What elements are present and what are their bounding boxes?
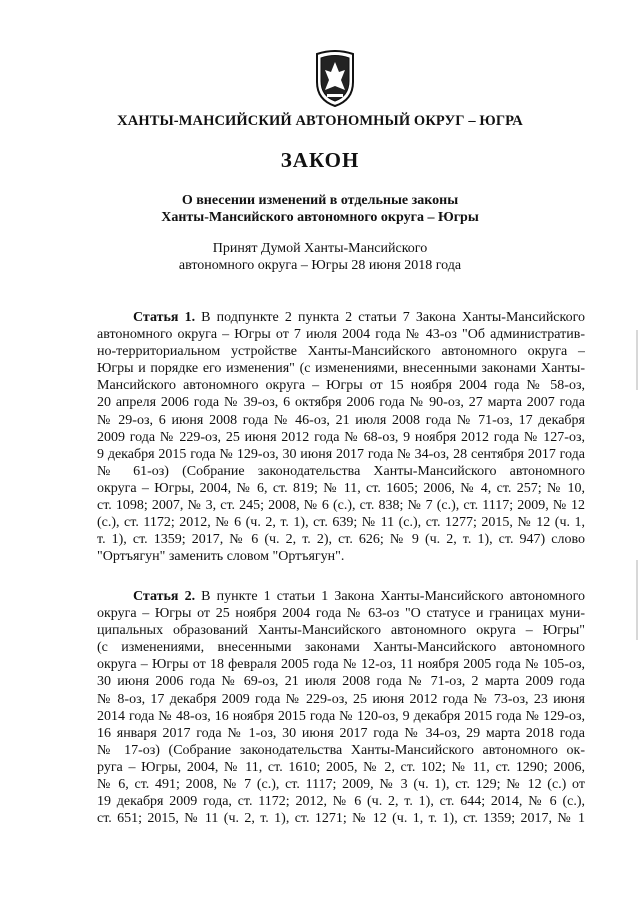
article-1 (97, 309, 585, 565)
article-label: Статья 2. (133, 589, 196, 604)
law-title-line: Ханты-Мансийского автономного округа – Югры (161, 210, 479, 225)
article-line: 16 января 2017 года № 1-оз, 30 июня 2017 года № 34-оз, 29 марта 2018 года (97, 725, 585, 741)
article-line: 2009 года № 229-оз, 25 июня 2012 года № 68-оз, 9 ноября 2012 года № 127-оз, (97, 429, 585, 445)
article-line: № 61-оз) (Собрание законодательства Ханты-Мансийского автономного (97, 463, 585, 479)
article-first-line (97, 309, 585, 326)
article-line: 30 июня 2006 года № 69-оз, 21 июля 2008 года № 71-оз, 2 марта 2009 года (97, 674, 585, 690)
scan-edge-mark (636, 560, 638, 640)
article-line: 2014 года № 48-оз, 16 ноября 2015 года № 120-оз, 9 декабря 2015 года № 129-оз, (97, 708, 585, 724)
article-line: но-территориальном устройстве Ханты-Мансийского автономного округа – (97, 344, 585, 360)
article-line: 9 декабря 2015 года № 129-оз, 30 июня 2017 года № 34-оз, 28 сентября 2017 года (97, 446, 585, 462)
article-2 (97, 588, 585, 827)
article-line: т. 1), ст. 1359; 2017, № 6 (ч. 2, т. 2), ст. 626; № 9 (ч. 2, т. 1), ст. 947) слово (97, 532, 585, 548)
article-line: автономного округа – Югры от 7 июля 2004 года № 43-оз "Об административ- (97, 327, 585, 343)
article-line: Югры и порядке его изменения" (с изменениями, внесенными законами Ханты- (97, 361, 585, 377)
region-name: ХАНТЫ-МАНСИЙСКИЙ АВТОНОМНЫЙ ОКРУГ – ЮГРА (117, 113, 523, 129)
article-line: 19 декабря 2009 года, ст. 1172; 2012, № 6 (ч. 2, т. 1), ст. 644; 2014, № 6 (с.), (97, 794, 585, 810)
article-line: № 17-оз) (Собрание законодательства Ханты-Мансийского автономного ок- (97, 742, 585, 758)
article-first-line (97, 588, 585, 605)
law-title-line: О внесении изменений в отдельные законы (181, 193, 459, 208)
article-line: (с изменениями, внесенными законами Ханты-Мансийского автономного (97, 640, 585, 656)
article-line: округа – Югры от 18 февраля 2005 года № 12-оз, 11 ноября 2005 года № 105-оз, (97, 657, 585, 673)
law-title (0, 192, 640, 226)
adoption-line: автономного округа – Югры 28 июня 2018 года (178, 258, 462, 273)
article-line: Мансийского автономного округа – Югры от 15 ноября 2004 года № 58-оз, (97, 378, 585, 394)
article-line: № 29-оз, 6 июня 2008 года № 46-оз, 21 июля 2008 года № 71-оз, 17 декабря (97, 412, 585, 428)
article-text: В пункте 1 статьи 1 Закона Ханты-Мансийского автономного (195, 589, 585, 604)
article-line: (с.), ст. 1172; 2012, № 6 (ч. 2, т. 1), ст. 639; № 11 (с.), ст. 1277; 2015, № 12 (ч. 1, (97, 515, 585, 531)
article-line: ст. 651; 2015, № 11 (ч. 2, т. 1), ст. 1271; № 12 (ч. 1, т. 1), ст. 1359; 2017, № 1 (97, 811, 585, 827)
article-line: округа – Югры от 25 ноября 2004 года № 63-оз "О статусе и границах муни- (97, 606, 585, 622)
article-line: № 6, ст. 491; 2008, № 7 (с.), ст. 1117; 2009, № 3 (ч. 1), ст. 129; № 12 (с.) от (97, 777, 585, 793)
article-line: округа – Югры, 2004, № 6, ст. 819; № 11, ст. 1605; 2006, № 4, ст. 257; № 10, (97, 480, 585, 496)
article-line: 20 апреля 2006 года № 39-оз, 6 октября 2006 года № 90-оз, 27 марта 2007 года (97, 395, 585, 411)
article-label: Статья 1. (133, 310, 196, 325)
article-line: руга – Югры, 2004, № 11, ст. 1610; 2005, № 2, ст. 102; № 11, ст. 1290; 2006, (97, 759, 585, 775)
scan-edge-mark (636, 330, 638, 390)
article-line: "Ортъягун" заменить словом "Ортъягун". (97, 549, 345, 565)
article-text: В подпункте 2 пункта 2 статьи 7 Закона Ханты-Мансийского (195, 310, 585, 325)
adoption-line: Принят Думой Ханты-Мансийского (212, 241, 428, 256)
article-line: ст. 1098; 2007, № 3, ст. 245; 2008, № 6 (с.), ст. 838; № 7 (с.), ст. 1117; 2009, № 12 (97, 498, 585, 514)
adoption-statement (0, 240, 640, 274)
document-type-title: ЗАКОН (280, 148, 360, 172)
coat-of-arms-emblem (313, 50, 357, 108)
article-line: ципальных образований Ханты-Мансийского автономного округа – Югры" (97, 623, 585, 639)
article-line: № 8-оз, 17 декабря 2009 года № 229-оз, 25 июня 2012 года № 73-оз, 23 июня (97, 691, 585, 707)
